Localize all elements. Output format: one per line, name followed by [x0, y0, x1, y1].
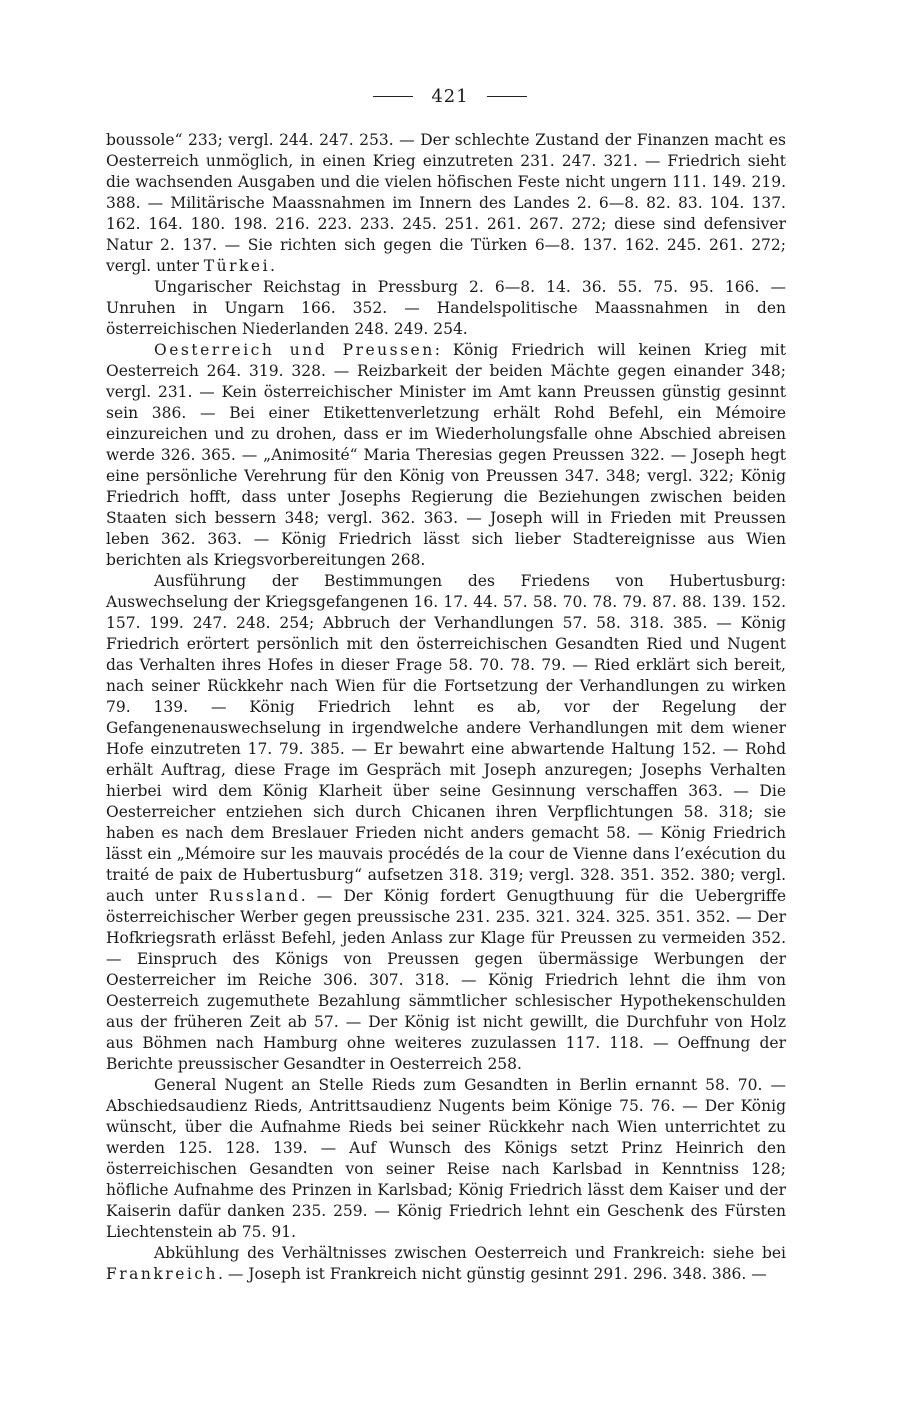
- page-header: [0, 86, 900, 107]
- index-paragraph: [106, 1243, 786, 1285]
- page-number: 421: [431, 86, 469, 107]
- paragraph-text: Abkühlung des Verhältnisses zwischen Oesterreich und Frankreich: siehe bei: [154, 1244, 786, 1262]
- spaced-keyword: Türkei: [203, 257, 271, 275]
- index-paragraph: [106, 277, 786, 340]
- paragraph-text: . — Joseph ist Frankreich nicht günstig gesinnt 291. 296. 348. 386. —: [217, 1265, 767, 1283]
- index-paragraph: [106, 571, 786, 1075]
- spaced-keyword: Frankreich: [106, 1265, 218, 1283]
- paragraph-text: : König Friedrich will keinen Krieg mit Oesterreich 264. 319. 328. — Reizbarkeit der beiden Mächte gegen einander 348; vergl. 231. — Kein österreichischer Minister im Amt kann Preussen günstig gesinnt sein 386. — Bei einer Etikettenverletzung erhält Rohd Befehl, ein Mémoire einzureichen und zu drohen, dass er im Wiederholungsfalle ohne Abschied abreisen werde 326. 365. — „Animosité“ Maria Theresias gegen Preussen 322. — Joseph hegt eine persönliche Verehrung für den König von Preussen 347. 348; vergl. 322; König Friedrich hofft, dass unter Josephs Regierung die Beziehungen zwischen beiden Staaten sich bessern 348; vergl. 362. 363. — Joseph will in Frieden mit Preussen leben 362. 363. — König Friedrich lässt sich lieber Stadtereignisse aus Wien berichten als Kriegsvorbereitungen 268.: [106, 341, 786, 569]
- index-paragraph: [106, 130, 786, 277]
- paragraph-text: General Nugent an Stelle Rieds zum Gesandten in Berlin ernannt 58. 70. — Abschiedsaudienz Rieds, Antrittsaudienz Nugents beim Könige 75. 76. — Der König wünscht, über die Aufnahme Rieds bei seiner Rückkehr nach Wien unterrichtet zu werden 125. 128. 139. — Auf Wunsch des Königs setzt Prinz Heinrich den österreichischen Gesandten von seiner Reise nach Karlsbad in Kenntniss 128; höfliche Aufnahme des Prinzen in Karlsbad; König Friedrich lässt dem Kaiser und der Kaiserin dafür danken 235. 259. — König Friedrich lehnt ein Geschenk des Fürsten Liechtenstein ab 75. 91.: [106, 1076, 786, 1241]
- index-text-body: [106, 130, 786, 1285]
- index-paragraph: [106, 1075, 786, 1243]
- index-paragraph: [106, 340, 786, 571]
- paragraph-text: Ausführung der Bestimmungen des Friedens von Hubertusburg: Auswechselung der Kriegsgefangenen 16. 17. 44. 57. 58. 70. 78. 79. 87. 88. 139. 152. 157. 199. 247. 248. 254; Abbruch der Verhandlungen 57. 58. 318. 385. — König Friedrich erörtert persönlich mit den österreichischen Gesandten Ried und Nugent das Verhalten ihres Hofes in dieser Frage 58. 70. 78. 79. — Ried erklärt sich bereit, nach seiner Rückkehr nach Wien für die Fortsetzung der Verhandlungen zu wirken 79. 139. — König Friedrich lehnt es ab, vor der Regelung der Gefangenenauswechselung in irgendwelche andere Verhandlungen mit dem wiener Hofe einzutreten 17. 79. 385. — Er bewahrt eine abwartende Haltung 152. — Rohd erhält Auftrag, diese Frage im Gespräch mit Joseph anzuregen; Josephs Verhalten hierbei wird dem König Klarheit über seine Gesinnung verschaffen 363. — Die Oesterreicher entziehen sich durch Chicanen ihren Verpflichtungen 58. 318; sie haben es nach dem Breslauer Frieden nicht anders gemacht 58. — König Friedrich lässt ein „Mémoire sur les mauvais procédés de la cour de Vienne dans l’exécution du traité de paix de Hubertusburg“ aufsetzen 318. 319; vergl. 328. 351. 352. 380; vergl. auch unter: [106, 572, 786, 905]
- paragraph-text: boussole“ 233; vergl. 244. 247. 253. — Der schlechte Zustand der Finanzen macht es Oesterreich unmöglich, in einen Krieg einzutreten 231. 247. 321. — Friedrich sieht die wachsenden Ausgaben und die vielen höfischen Feste nicht ungern 111. 149. 219. 388. — Militärische Maassnahmen im Innern des Landes 2. 6—8. 82. 83. 104. 137. 162. 164. 180. 198. 216. 223. 233. 245. 251. 261. 267. 272; diese sind defensiver Natur 2. 137. — Sie richten sich gegen die Türken 6—8. 137. 162. 245. 261. 272; vergl. unter: [106, 131, 786, 275]
- paragraph-text: . — Der König fordert Genugthuung für die Uebergriffe österreichischer Werber gegen preussische 231. 235. 321. 324. 325. 351. 352. — Der Hofkriegsrath erlässt Befehl, jeden Anlass zur Klage für Preussen zu vermeiden 352. — Einspruch des Königs von Preussen gegen übermässige Werbungen der Oesterreicher im Reiche 306. 307. 318. — König Friedrich lehnt die ihm von Oesterreich zugemuthete Bezahlung sämmtlicher schlesischer Hypothekenschulden aus der früheren Zeit ab 57. — Der König ist nicht gewillt, die Durchfuhr von Holz aus Böhmen nach Hamburg ohne weiteres zuzulassen 117. 118. — Oeffnung der Berichte preussischer Gesandter in Oesterreich 258.: [106, 887, 786, 1073]
- header-rule-right: [487, 96, 527, 97]
- paragraph-text: Ungarischer Reichstag in Pressburg 2. 6—8. 14. 36. 55. 75. 95. 166. — Unruhen in Ungarn 166. 352. — Handelspolitische Maassnahmen in den österreichischen Niederlanden 248. 249. 254.: [106, 278, 786, 338]
- header-rule-left: [373, 96, 413, 97]
- paragraph-text: .: [270, 257, 275, 275]
- spaced-keyword: Russland: [209, 887, 301, 905]
- spaced-keyword: Oesterreich und Preussen: [154, 341, 435, 359]
